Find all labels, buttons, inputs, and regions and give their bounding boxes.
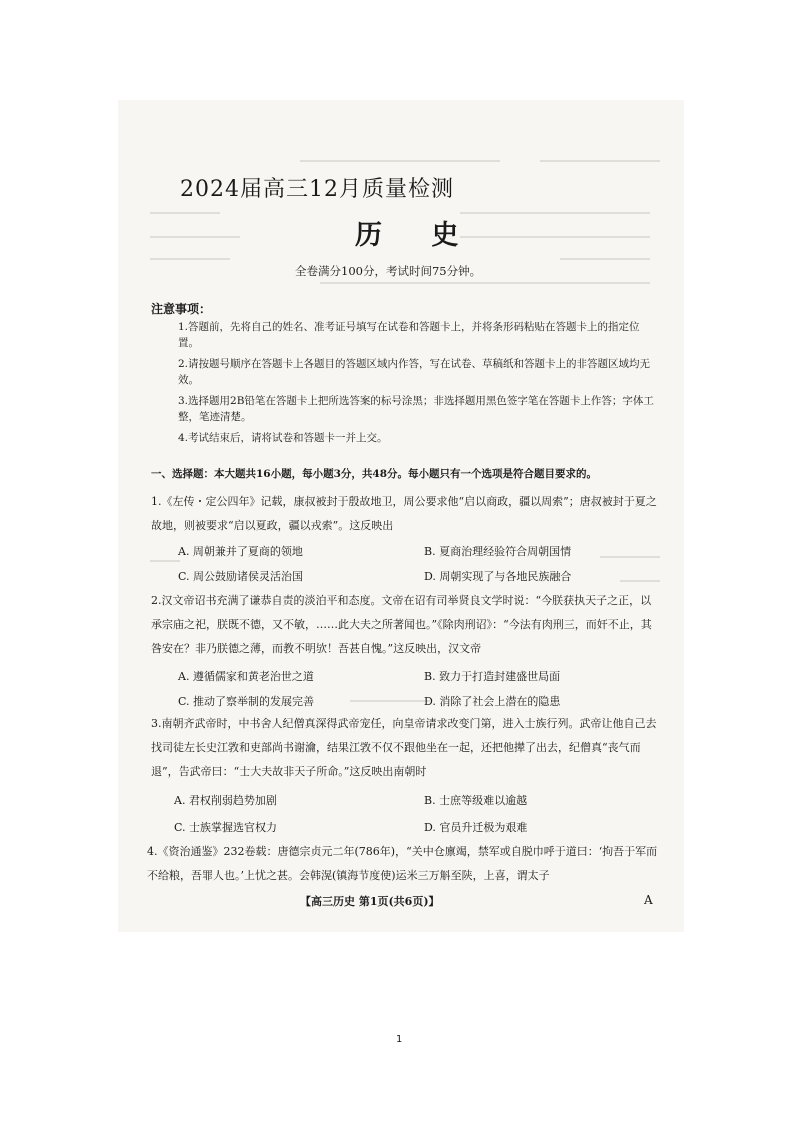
bleed-through-mark — [540, 160, 660, 162]
notice-item: 3.选择题用2B铅笔在答题卡上把所选答案的标号涂黑；非选择题用黑色签字笔在答题卡上作答；字体工整，笔迹清楚。 — [178, 395, 654, 423]
question-stem: 4.《资治通鉴》232卷载：唐德宗贞元二年(786年)，“关中仓廪竭，禁军或自脱巾呼于道曰：‘拘吾于军而不给粮，吾罪人也。’上忧之甚。会韩滉(镇海节度使)运米三万斛至陕，上喜，谓太子 — [147, 845, 658, 882]
bleed-through-mark — [460, 236, 650, 238]
bleed-through-mark — [560, 258, 650, 260]
question-stem: 3.南朝齐武帝时，中书舍人纪僧真深得武帝宠任，向皇帝请求改变门第，进入士族行列。武帝让他自己去找司徒左长史江敩和吏部尚书谢瀹，结果江敩不仅不跟他坐在一起，还把他撵了出去，纪僧真“丧气而退”，告武帝曰：“士大夫故非天子所命。”这反映出南朝时 — [151, 717, 657, 778]
subject-title: 历 史 — [355, 220, 479, 251]
bleed-through-mark — [150, 560, 180, 562]
exam-title: 2024届高三12月质量检测 — [180, 177, 454, 202]
option-b: B. 致力于打造封建盛世局面 — [424, 670, 561, 683]
notice-heading: 注意事项： — [151, 302, 212, 316]
notice-item: 1.答题前，先将自己的姓名、准考证号填写在试卷和答题卡上，并将条形码粘贴在答题卡上的指定位置。 — [178, 321, 640, 349]
bleed-through-mark — [460, 212, 650, 214]
bleed-through-mark — [320, 282, 650, 284]
notice-item: 4.考试结束后，请将试卷和答题卡一并上交。 — [178, 432, 388, 444]
question-stem: 2.汉文帝诏书充满了谦恭自责的淡泊平和态度。文帝在诏有司举贤良文学时说：“今朕获执天子之正，以承宗庙之祀，朕既不德，又不敏，……此大夫之所著闻也。”《除肉刑诏》：“今法有肉刑三，而奸不止，其咎安在？非乃朕德之薄，而教不明欤！吾甚自愧。”这反映出，汉文帝 — [151, 594, 652, 655]
bleed-through-mark — [350, 700, 430, 702]
option-a: A. 遵循儒家和黄老治世之道 — [178, 670, 314, 683]
section-heading: 一、选择题：本大题共16小题，每小题3分，共48分。每小题只有一个选项是符合题目要求的。 — [151, 468, 598, 480]
option-c: C. 推动了察举制的发展完善 — [178, 695, 315, 708]
question-stem: 1.《左传・定公四年》记载，康叔被封于殷故地卫，周公要求他“启以商政，疆以周索”；唐叔被封于夏之故地，则被要求“启以夏政，疆以戎索”。这反映出 — [151, 495, 657, 532]
page-footer: 【高三历史 第1页(共6页)】 — [300, 895, 440, 908]
option-b: B. 夏商治理经验符合周朝国情 — [424, 545, 572, 558]
option-b: B. 士庶等级难以逾越 — [424, 794, 528, 807]
page-number: 1 — [396, 1034, 403, 1045]
option-a: A. 周朝兼并了夏商的领地 — [178, 545, 303, 558]
bleed-through-mark — [600, 556, 660, 558]
score-and-time: 全卷满分100分，考试时间75分钟。 — [295, 264, 482, 278]
option-d: D. 官员升迁极为艰难 — [424, 821, 528, 834]
bleed-through-mark — [620, 580, 660, 582]
notice-item: 2.请按题号顺序在答题卡上各题目的答题区域内作答，写在试卷、草稿纸和答题卡上的非答题区域均无效。 — [178, 358, 651, 386]
option-a: A. 君权削弱趋势加剧 — [174, 794, 277, 807]
bleed-through-mark — [150, 236, 240, 238]
option-c: C. 周公鼓励诸侯灵活治国 — [178, 570, 304, 583]
option-d: D. 周朝实现了与各地民族融合 — [424, 570, 572, 583]
option-c: C. 士族掌握选官权力 — [174, 821, 278, 834]
option-d: D. 消除了社会上潜在的隐患 — [424, 695, 561, 708]
bleed-through-mark — [300, 160, 500, 162]
bleed-through-mark — [150, 212, 220, 214]
bleed-through-mark — [150, 258, 230, 260]
paper-version: A — [644, 893, 653, 907]
